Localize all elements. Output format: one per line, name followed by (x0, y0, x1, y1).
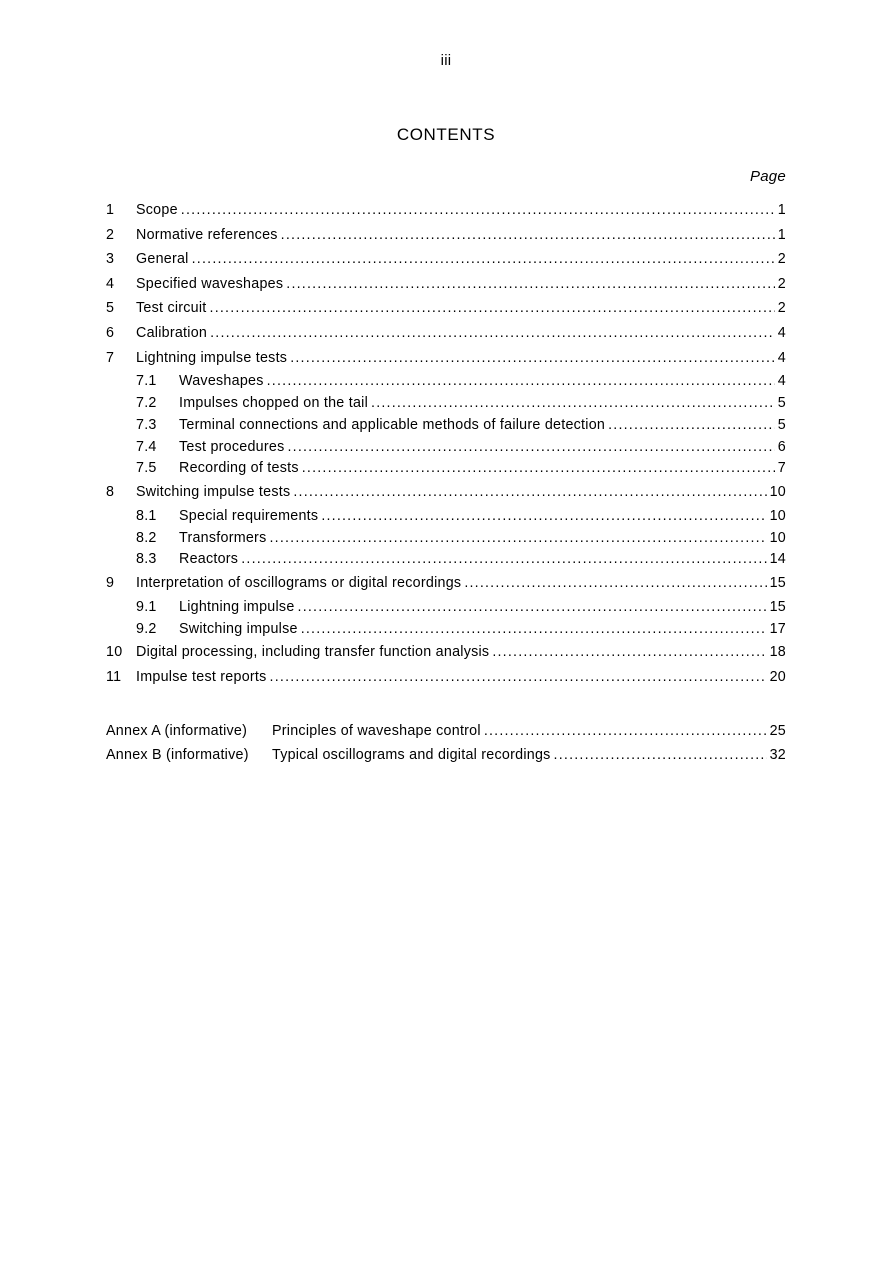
toc-entry-page: 4 (777, 324, 786, 341)
toc-entry-page: 10 (769, 507, 786, 524)
toc-entry-page: 15 (769, 598, 786, 615)
toc-entry-number: 9 (106, 575, 115, 592)
toc-entry-5[interactable] (106, 296, 786, 321)
dot-leader (210, 321, 775, 346)
annex-label: Annex B (informative) (106, 747, 249, 764)
toc-entry-title: Scope (136, 202, 178, 218)
dot-leader (241, 549, 766, 571)
toc-annex-a[interactable] (106, 719, 786, 744)
toc-entry-number: 9.1 (136, 598, 157, 615)
dot-leader (181, 198, 775, 223)
toc-entry-page: 17 (769, 620, 786, 637)
toc-entry-7-4[interactable] (106, 437, 786, 459)
dot-leader (484, 719, 767, 744)
toc-entry-page: 4 (777, 349, 786, 366)
page-column-label: Page (749, 168, 786, 185)
toc-entry-number: 6 (106, 324, 115, 341)
toc-entry-7-3[interactable] (106, 415, 786, 437)
annex-page: 25 (769, 722, 786, 739)
toc-entry-7-5[interactable] (106, 458, 786, 480)
toc-entry-number: 8.3 (136, 551, 157, 568)
toc-entry-title: Digital processing, including transfer function analysis (136, 644, 490, 661)
dot-leader (270, 665, 767, 690)
dot-leader (302, 458, 775, 480)
toc-entry-title: Switching impulse (179, 620, 298, 637)
dot-leader (554, 743, 767, 768)
toc-entry-page: 6 (777, 438, 786, 455)
dot-leader (492, 640, 766, 665)
toc-annex-b[interactable] (106, 743, 786, 768)
dot-leader (608, 415, 775, 437)
toc-entry-page: 10 (769, 484, 786, 501)
toc-entry-number: 7.5 (136, 460, 157, 477)
dot-leader (298, 597, 767, 619)
toc-entry-page: 1 (777, 202, 786, 218)
toc-entry-page: 5 (777, 416, 786, 433)
dot-leader (301, 619, 767, 641)
annex-label: Annex A (informative) (106, 722, 248, 739)
toc-entry-number: 7 (106, 349, 115, 366)
dot-leader (281, 223, 775, 248)
toc-entry-number: 9.2 (136, 620, 157, 637)
toc-entry-title: Test procedures (179, 438, 285, 455)
dot-leader (464, 571, 766, 596)
toc-entry-9[interactable] (106, 571, 786, 596)
toc-entry-page: 18 (769, 644, 786, 661)
toc-entry-page: 2 (777, 275, 786, 292)
toc-entry-3[interactable] (106, 247, 786, 272)
toc-entry-title: Transformers (179, 529, 267, 546)
toc-entry-number: 7.4 (136, 438, 157, 455)
toc-entry-number: 7.2 (136, 394, 157, 411)
toc-entry-page: 14 (769, 551, 786, 568)
toc-entry-number: 8.1 (136, 507, 157, 524)
toc-entry-1[interactable] (106, 198, 786, 223)
toc-entry-title: Lightning impulse tests (136, 349, 288, 366)
toc-entry-page: 5 (777, 394, 786, 411)
annex-title: Typical oscillograms and digital recordings (272, 747, 551, 764)
toc-entry-title: Waveshapes (179, 373, 264, 390)
toc-entry-number: 8.2 (136, 529, 157, 546)
toc-entry-number: 11 (106, 668, 122, 685)
toc-entry-title: Specified waveshapes (136, 275, 284, 292)
toc-entry-page: 20 (769, 668, 786, 685)
toc-entry-4[interactable] (106, 272, 786, 297)
toc-entry-10[interactable] (106, 640, 786, 665)
toc-entry-title: Lightning impulse (179, 598, 295, 615)
toc-entry-7-2[interactable] (106, 393, 786, 415)
toc-entry-8-3[interactable] (106, 549, 786, 571)
toc-entry-title: Reactors (179, 551, 239, 568)
annex-page: 32 (769, 747, 786, 764)
dot-leader (267, 371, 775, 393)
toc-entry-page: 2 (777, 251, 786, 268)
toc-entry-title: Normative references (136, 226, 278, 243)
toc-entry-8-1[interactable] (106, 506, 786, 528)
toc-entry-title: Impulses chopped on the tail (179, 394, 369, 411)
toc-entry-number: 2 (106, 226, 115, 243)
dot-leader (293, 480, 766, 505)
dot-leader (287, 437, 774, 459)
toc-entry-title: Calibration (136, 324, 208, 341)
toc-entry-title: General (136, 251, 189, 268)
toc-entry-title: Interpretation of oscillograms or digital recordings (136, 575, 462, 592)
dot-leader (371, 393, 775, 415)
toc-entry-7-1[interactable] (106, 371, 786, 393)
toc-entry-page: 7 (777, 460, 786, 477)
toc-entry-number: 3 (106, 251, 115, 268)
toc-entry-9-2[interactable] (106, 619, 786, 641)
toc-entry-number: 4 (106, 275, 115, 292)
toc-entry-7[interactable] (106, 346, 786, 371)
dot-leader (192, 247, 775, 272)
toc-entry-number: 7.3 (136, 416, 157, 433)
toc-entry-11[interactable] (106, 665, 786, 690)
toc-entry-9-1[interactable] (106, 597, 786, 619)
toc-entry-2[interactable] (106, 223, 786, 248)
annex-title: Principles of waveshape control (272, 722, 481, 739)
page-number: iii (440, 52, 452, 69)
dot-leader (321, 506, 766, 528)
toc-entry-title: Special requirements (179, 507, 319, 524)
toc-entry-page: 4 (777, 373, 786, 390)
toc-entry-number: 10 (106, 644, 123, 661)
dot-leader (269, 528, 766, 550)
toc-entry-number: 5 (106, 300, 115, 317)
dot-leader (210, 296, 775, 321)
toc-entry-title: Switching impulse tests (136, 484, 291, 501)
toc-entry-title: Terminal connections and applicable methods of failure detection (179, 416, 606, 433)
dot-leader (286, 272, 775, 297)
toc-entry-8-2[interactable] (106, 528, 786, 550)
toc-entry-6[interactable] (106, 321, 786, 346)
toc-entry-number: 1 (106, 202, 115, 218)
contents-title: CONTENTS (396, 125, 496, 144)
toc-entry-number: 7.1 (136, 373, 157, 390)
toc-entry-title: Test circuit (136, 300, 207, 317)
toc-entry-8[interactable] (106, 480, 786, 505)
dot-leader (290, 346, 775, 371)
toc-entry-title: Recording of tests (179, 460, 299, 477)
toc-entry-page: 10 (769, 529, 786, 546)
table-of-contents (106, 198, 786, 768)
toc-entry-number: 8 (106, 484, 115, 501)
toc-entry-page: 15 (769, 575, 786, 592)
annex-list (106, 719, 786, 768)
toc-entry-title: Impulse test reports (136, 668, 267, 685)
toc-entry-page: 1 (777, 226, 786, 243)
toc-entry-page: 2 (777, 300, 786, 317)
